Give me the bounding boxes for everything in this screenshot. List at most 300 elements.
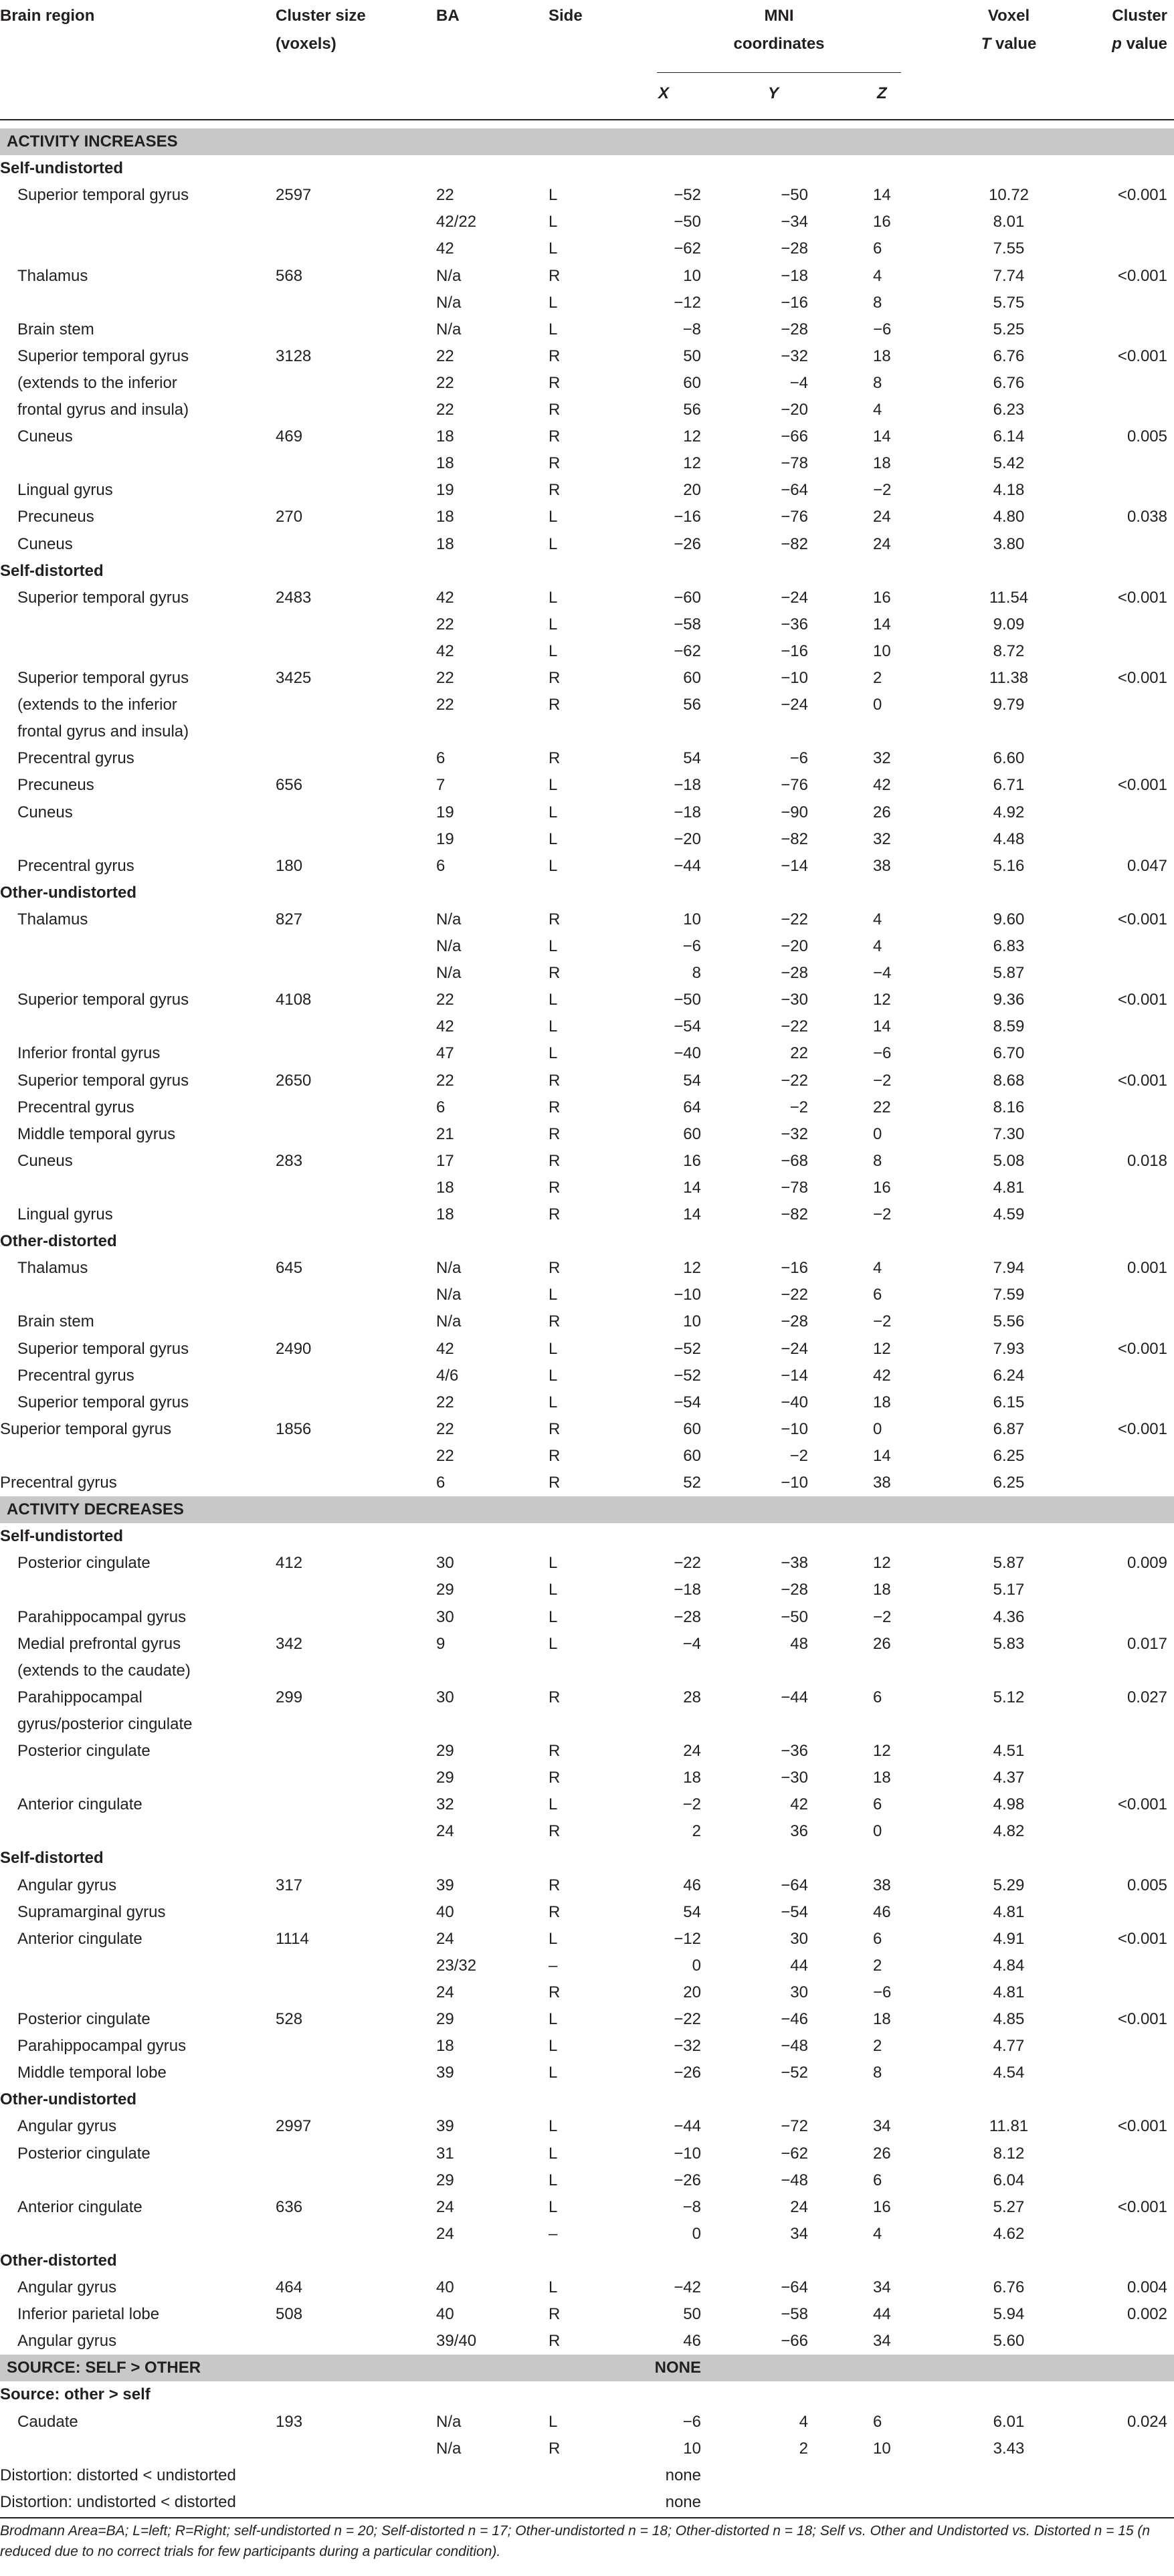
- cell-ba: 22: [436, 1446, 454, 1465]
- table-row: [0, 1013, 1174, 1040]
- cell-y: 48: [790, 1634, 808, 1653]
- cell-ba: 29: [436, 1769, 454, 1787]
- cell-t: 4.98: [993, 1795, 1025, 1814]
- table-row: [0, 1953, 1174, 1979]
- table-footnote: Brodmann Area=BA; L=left; R=Right; self-undistorted n = 20; Self-distorted n = 17; Other-undistorted n = 18; Other-distorted n = 18; Self vs. Other and Undistorted vs. Distorted n = 15 (n reduced due to no correct trials for few participants during a particular condition).: [0, 2523, 1151, 2559]
- cell-size: 283: [276, 1151, 303, 1170]
- table-row: [0, 2194, 1174, 2221]
- cell-side: L: [549, 213, 558, 231]
- table-row: [0, 1040, 1174, 1067]
- cell-side: L: [549, 1634, 558, 1653]
- cell-t: 4.54: [993, 2064, 1025, 2082]
- cell-y: −76: [781, 508, 808, 526]
- cell-side: R: [549, 1419, 561, 1438]
- cell-brain-region: Superior temporal gyrus: [17, 186, 189, 205]
- cell-z: 18: [873, 346, 891, 365]
- cell-brain-region: Posterior cingulate: [17, 2144, 151, 2163]
- table-row: [0, 745, 1174, 772]
- cell-brain-region: Self-undistorted: [0, 159, 123, 178]
- cell-y: −24: [781, 696, 808, 714]
- table-row: [0, 1979, 1174, 2006]
- cell-y: −82: [781, 534, 808, 553]
- cell-p: <0.001: [1117, 2010, 1167, 2028]
- cell-t: 6.25: [993, 1446, 1025, 1465]
- cell-brain-region: Thalamus: [17, 266, 88, 285]
- cell-ba: 31: [436, 2144, 454, 2163]
- cell-side: R: [549, 1446, 561, 1465]
- cell-side: R: [549, 1688, 561, 1706]
- cell-z: 10: [873, 2439, 891, 2458]
- cell-side: R: [549, 696, 561, 714]
- header-ba: BA: [436, 7, 460, 25]
- cell-x: 8: [692, 964, 701, 983]
- cell-ba: 42: [436, 1017, 454, 1036]
- cell-z: 10: [873, 641, 891, 660]
- cell-p: <0.001: [1117, 2117, 1167, 2136]
- cell-ba: 24: [436, 1929, 454, 1948]
- table-row: [0, 1443, 1174, 1470]
- cell-size: 4108: [276, 991, 312, 1009]
- cell-brain-region: Inferior parietal lobe: [17, 2305, 160, 2324]
- table-row: [0, 638, 1174, 665]
- cell-brain-region: (extends to the inferior: [17, 373, 177, 392]
- cell-z: 18: [873, 1769, 891, 1787]
- cell-brain-region: Inferior frontal gyrus: [17, 1044, 161, 1063]
- cell-x: −26: [674, 2064, 701, 2082]
- cell-y: −40: [781, 1393, 808, 1411]
- cell-x: 10: [683, 1312, 701, 1331]
- cell-side: L: [549, 803, 558, 821]
- cell-ba: 29: [436, 2171, 454, 2189]
- cell-t: 4.81: [993, 1983, 1025, 2001]
- group-heading: [0, 1523, 1174, 1550]
- cell-brain-region: Superior temporal gyrus: [17, 991, 189, 1009]
- cell-brain-region: Medial prefrontal gyrus: [17, 1634, 181, 1653]
- cell-y: −6: [789, 749, 808, 768]
- table-row: [0, 1711, 1174, 1738]
- cell-y: 44: [790, 1956, 808, 1975]
- cell-ba: 42: [436, 239, 454, 258]
- cell-y: −68: [781, 1151, 808, 1170]
- cell-brain-region: Superior temporal gyrus: [17, 346, 189, 365]
- cell-brain-region: Superior temporal gyrus: [0, 1419, 172, 1438]
- cell-ba: 30: [436, 1607, 454, 1626]
- cell-z: 0: [873, 696, 882, 714]
- cell-side: L: [549, 2144, 558, 2163]
- cell-brain-region: Parahippocampal: [17, 1688, 142, 1706]
- header-cluster-size: Cluster size: [276, 7, 366, 25]
- cell-z: 8: [873, 293, 882, 312]
- cell-ba: N/a: [436, 320, 462, 338]
- cell-t: 4.82: [993, 1822, 1025, 1841]
- cell-z: 4: [873, 2224, 882, 2243]
- cell-y: −66: [781, 2332, 808, 2351]
- table-row: [0, 235, 1174, 262]
- cell-size: 656: [276, 776, 303, 795]
- table-row: [0, 2462, 1174, 2489]
- cell-z: 14: [873, 427, 891, 446]
- cell-brain-region: Precentral gyrus: [0, 1474, 117, 1492]
- table-row: [0, 2113, 1174, 2140]
- cell-y: −38: [781, 1554, 808, 1573]
- cell-t: 7.93: [993, 1339, 1025, 1358]
- cell-ba: 18: [436, 1178, 454, 1197]
- cell-brain-region: Superior temporal gyrus: [17, 1393, 189, 1411]
- cell-side: L: [549, 1929, 558, 1948]
- cell-side: R: [549, 2305, 561, 2324]
- cell-ba: 40: [436, 2305, 454, 2324]
- table-row: [0, 1068, 1174, 1094]
- cell-t: 5.17: [993, 1581, 1025, 1599]
- cell-t: 5.87: [993, 964, 1025, 983]
- cell-ba: N/a: [436, 293, 462, 312]
- cell-x: −62: [674, 239, 701, 258]
- table-row: [0, 1175, 1174, 1201]
- table-row: [0, 799, 1174, 826]
- cell-z: 14: [873, 1017, 891, 1036]
- cell-z: 6: [873, 1795, 882, 1814]
- cell-p: 0.038: [1127, 508, 1167, 526]
- cell-side: L: [549, 508, 558, 526]
- cell-ba: 22: [436, 401, 454, 419]
- cell-brain-region: Distortion: distorted < undistorted: [0, 2466, 236, 2484]
- cell-y: −22: [781, 1286, 808, 1304]
- cell-brain-region: Other-undistorted: [0, 2090, 136, 2109]
- cell-ba: 39: [436, 2064, 454, 2082]
- cell-side: R: [549, 1178, 561, 1197]
- cell-t: 7.55: [993, 239, 1025, 258]
- group-heading: [0, 2086, 1174, 2113]
- group-heading: [0, 155, 1174, 182]
- cell-x: −52: [674, 1366, 701, 1385]
- cell-t: 6.70: [993, 1044, 1025, 1063]
- cell-side: R: [549, 373, 561, 392]
- cell-y: −2: [789, 1446, 808, 1465]
- cell-x: 10: [683, 2439, 701, 2458]
- cell-x: −54: [674, 1017, 701, 1036]
- cell-x: 0: [692, 2224, 701, 2243]
- cell-z: 34: [873, 2278, 891, 2296]
- cell-brain-region: Other-distorted: [0, 2251, 117, 2270]
- cell-y: −32: [781, 346, 808, 365]
- cell-z: 12: [873, 1339, 891, 1358]
- cell-brain-region: Angular gyrus: [17, 2117, 117, 2136]
- cell-x: 20: [683, 1983, 701, 2001]
- cell-y: −48: [781, 2037, 808, 2056]
- cell-t: 4.80: [993, 508, 1025, 526]
- cell-side: L: [549, 2278, 558, 2296]
- cell-size: 1114: [276, 1929, 309, 1948]
- section-band: [0, 1496, 1174, 1523]
- header-voxel: Voxel: [987, 7, 1030, 25]
- cell-x: −2: [682, 1795, 701, 1814]
- cell-x: 54: [683, 1071, 701, 1090]
- cell-t: 6.04: [993, 2171, 1025, 2189]
- cell-brain-region: gyrus/posterior cingulate: [17, 1714, 193, 1733]
- cell-z: −6: [873, 1044, 892, 1063]
- cell-y: −20: [781, 937, 808, 955]
- cell-brain-region: Lingual gyrus: [17, 1205, 113, 1223]
- cell-z: 18: [873, 2010, 891, 2028]
- cell-x: 12: [683, 1259, 701, 1278]
- cell-brain-region: Cuneus: [17, 1151, 73, 1170]
- cell-side: L: [549, 1044, 558, 1063]
- cell-brain-region: Source: other > self: [0, 2385, 151, 2404]
- cell-ba: 42: [436, 1339, 454, 1358]
- cell-x: −52: [674, 186, 701, 205]
- cell-side: R: [549, 1098, 561, 1116]
- cell-brain-region: Superior temporal gyrus: [17, 669, 189, 687]
- cell-y: 36: [790, 1822, 808, 1841]
- cell-t: 6.24: [993, 1366, 1025, 1385]
- cell-ba: 7: [436, 776, 446, 795]
- cell-t: 5.27: [993, 2197, 1025, 2216]
- cell-ba: N/a: [436, 910, 462, 928]
- cell-x: 54: [683, 749, 701, 768]
- cell-side: R: [549, 1205, 561, 1223]
- table-row: [0, 2060, 1174, 2086]
- cell-brain-region: Superior temporal gyrus: [17, 588, 189, 607]
- cell-size: 2483: [276, 588, 312, 607]
- cell-ba: 42/22: [436, 213, 477, 231]
- cell-y: −90: [781, 803, 808, 821]
- cell-t: 4.91: [993, 1929, 1025, 1948]
- table-row: [0, 370, 1174, 397]
- table-row: [0, 290, 1174, 316]
- cell-brain-region: Precentral gyrus: [17, 749, 134, 768]
- cell-size: 2650: [276, 1071, 312, 1090]
- cell-y: −28: [781, 1581, 808, 1599]
- cell-ba: 22: [436, 615, 454, 633]
- cell-side: R: [549, 1124, 561, 1143]
- cell-side: L: [549, 2197, 558, 2216]
- cell-t: 5.12: [993, 1688, 1025, 1706]
- table-row: [0, 1255, 1174, 1282]
- cell-x: −6: [682, 2412, 701, 2431]
- cell-t: 6.87: [993, 1419, 1025, 1438]
- cell-y: −64: [781, 481, 808, 500]
- cell-t: 4.81: [993, 1178, 1025, 1197]
- cell-brain-region: SOURCE: SELF > OTHER: [7, 2359, 201, 2377]
- cell-x: −54: [674, 1393, 701, 1411]
- cell-brain-region: Precentral gyrus: [17, 1366, 134, 1385]
- cell-t: 6.76: [993, 373, 1025, 392]
- section-band: [0, 128, 1174, 155]
- cell-side: R: [549, 910, 561, 928]
- cell-brain-region: Precentral gyrus: [17, 856, 134, 875]
- cell-ba: 29: [436, 1742, 454, 1760]
- cell-p: <0.001: [1117, 346, 1167, 365]
- cell-t: 6.25: [993, 1474, 1025, 1492]
- cell-x: −18: [674, 1581, 701, 1599]
- cell-x: −32: [674, 2037, 701, 2056]
- cell-brain-region: Anterior cingulate: [17, 2197, 142, 2216]
- cell-z: 14: [873, 1446, 891, 1465]
- table-row: [0, 1094, 1174, 1121]
- cell-z: 16: [873, 588, 891, 607]
- cell-ba: 42: [436, 641, 454, 660]
- cell-brain-region: Cuneus: [17, 427, 73, 446]
- cell-x: 46: [683, 2332, 701, 2351]
- cell-x: 50: [683, 2305, 701, 2324]
- cell-z: 6: [873, 1688, 882, 1706]
- header-side: Side: [549, 7, 583, 25]
- cell-z: −2: [873, 1071, 892, 1090]
- cell-side: L: [549, 186, 558, 205]
- cell-x: 46: [683, 1876, 701, 1894]
- cell-brain-region: Self-undistorted: [0, 1527, 123, 1546]
- table-header: [0, 0, 1174, 120]
- group-heading: [0, 1845, 1174, 1872]
- cell-t: 5.42: [993, 454, 1025, 473]
- cell-x: none: [665, 2492, 701, 2511]
- cell-ba: 6: [436, 1474, 446, 1492]
- cell-ba: 18: [436, 534, 454, 553]
- cell-size: 1856: [276, 1419, 312, 1438]
- table-row: [0, 2409, 1174, 2436]
- table-row: [0, 1121, 1174, 1148]
- cell-t: 4.77: [993, 2037, 1025, 2056]
- cell-size: 636: [276, 2197, 303, 2216]
- cell-z: −2: [873, 1312, 892, 1331]
- cell-y: −36: [781, 1742, 808, 1760]
- cell-z: 6: [873, 239, 882, 258]
- cell-side: L: [549, 588, 558, 607]
- cell-z: 44: [873, 2305, 891, 2324]
- cell-ba: 22: [436, 991, 454, 1009]
- cell-x: −4: [682, 1634, 701, 1653]
- cell-y: −30: [781, 991, 808, 1009]
- cell-x: 0: [692, 1956, 701, 1975]
- cell-side: L: [549, 615, 558, 633]
- cell-x: 18: [683, 1769, 701, 1787]
- cell-size: 180: [276, 856, 303, 875]
- cell-brain-region: Parahippocampal gyrus: [17, 1607, 187, 1626]
- table-row: [0, 987, 1174, 1013]
- cell-size: 2997: [276, 2117, 312, 2136]
- cell-ba: 6: [436, 749, 446, 768]
- cell-brain-region: Middle temporal lobe: [17, 2064, 167, 2082]
- cell-side: R: [549, 1983, 561, 2001]
- cell-x: −10: [674, 1286, 701, 1304]
- cell-ba: 24: [436, 2224, 454, 2243]
- table-row: [0, 209, 1174, 235]
- table-row: [0, 316, 1174, 343]
- cell-x: 24: [683, 1742, 701, 1760]
- cell-side: R: [549, 1769, 561, 1787]
- cell-ba: N/a: [436, 937, 462, 955]
- cell-y: 30: [790, 1929, 808, 1948]
- cell-z: 32: [873, 829, 891, 848]
- cell-x: −12: [674, 293, 701, 312]
- cell-brain-region: Angular gyrus: [17, 2278, 117, 2296]
- cell-ba: 40: [436, 1902, 454, 1921]
- cell-y: −32: [781, 1124, 808, 1143]
- table-row: [0, 1148, 1174, 1175]
- cell-brain-region: Brain stem: [17, 1312, 94, 1331]
- cell-t: 8.16: [993, 1098, 1025, 1116]
- cell-t: 4.51: [993, 1742, 1025, 1760]
- cell-y: −36: [781, 615, 808, 633]
- cell-brain-region: Posterior cingulate: [17, 1742, 151, 1760]
- cell-x: −62: [674, 641, 701, 660]
- cell-t: 7.74: [993, 266, 1025, 285]
- cell-x: 12: [683, 427, 701, 446]
- table-row: [0, 1550, 1174, 1577]
- cell-x: −52: [674, 1339, 701, 1358]
- cell-y: −28: [781, 1312, 808, 1331]
- cell-x: −60: [674, 588, 701, 607]
- cell-side: L: [549, 2064, 558, 2082]
- cell-ba: 18: [436, 2037, 454, 2056]
- cell-z: −2: [873, 1607, 892, 1626]
- cell-t: 5.56: [993, 1312, 1025, 1331]
- cell-y: −28: [781, 320, 808, 338]
- cell-z: 34: [873, 2332, 891, 2351]
- cell-side: R: [549, 1474, 561, 1492]
- cell-side: L: [549, 937, 558, 955]
- cell-ba: 6: [436, 1098, 446, 1116]
- cell-y: −20: [781, 401, 808, 419]
- cell-y: 2: [799, 2439, 808, 2458]
- cell-z: 4: [873, 1259, 882, 1278]
- table-row: [0, 477, 1174, 504]
- table-row: [0, 1872, 1174, 1899]
- table-row: [0, 2328, 1174, 2355]
- cell-z: 0: [873, 1124, 882, 1143]
- cell-y: −28: [781, 964, 808, 983]
- cell-z: 0: [873, 1419, 882, 1438]
- table-row: [0, 2301, 1174, 2328]
- table-row: [0, 1631, 1174, 1658]
- cell-size: 412: [276, 1554, 303, 1573]
- cell-p: 0.024: [1127, 2412, 1167, 2431]
- cell-z: 18: [873, 1393, 891, 1411]
- table-row: [0, 585, 1174, 611]
- cell-side: R: [549, 346, 561, 365]
- cell-z: −6: [873, 1983, 892, 2001]
- cell-t: 6.60: [993, 749, 1025, 768]
- cell-z: 12: [873, 1554, 891, 1573]
- cell-z: 8: [873, 2064, 882, 2082]
- cell-size: 342: [276, 1634, 303, 1653]
- cell-brain-region: Other-undistorted: [0, 883, 136, 902]
- cell-x: −16: [674, 508, 701, 526]
- cell-brain-region: Brain stem: [17, 320, 94, 338]
- cell-y: −62: [781, 2144, 808, 2163]
- cell-p: <0.001: [1117, 669, 1167, 687]
- cell-y: −82: [781, 829, 808, 848]
- cell-z: 4: [873, 910, 882, 928]
- cell-t: 11.54: [989, 588, 1029, 607]
- cell-y: −10: [781, 1419, 808, 1438]
- cell-brain-region: Cuneus: [17, 803, 73, 821]
- cell-ba: 19: [436, 481, 454, 500]
- cell-t: 8.01: [993, 213, 1025, 231]
- cell-size: 270: [276, 508, 303, 526]
- cell-x: 60: [683, 1419, 701, 1438]
- cell-brain-region: Angular gyrus: [17, 2332, 117, 2351]
- table-row: [0, 692, 1174, 718]
- cell-x: 10: [683, 910, 701, 928]
- cell-x: 12: [683, 454, 701, 473]
- table-row: [0, 1201, 1174, 1228]
- cell-ba: N/a: [436, 1286, 462, 1304]
- cell-t: 5.83: [993, 1634, 1025, 1653]
- cell-z: 16: [873, 2197, 891, 2216]
- table-row: [0, 1791, 1174, 1818]
- cell-ba: N/a: [436, 1259, 462, 1278]
